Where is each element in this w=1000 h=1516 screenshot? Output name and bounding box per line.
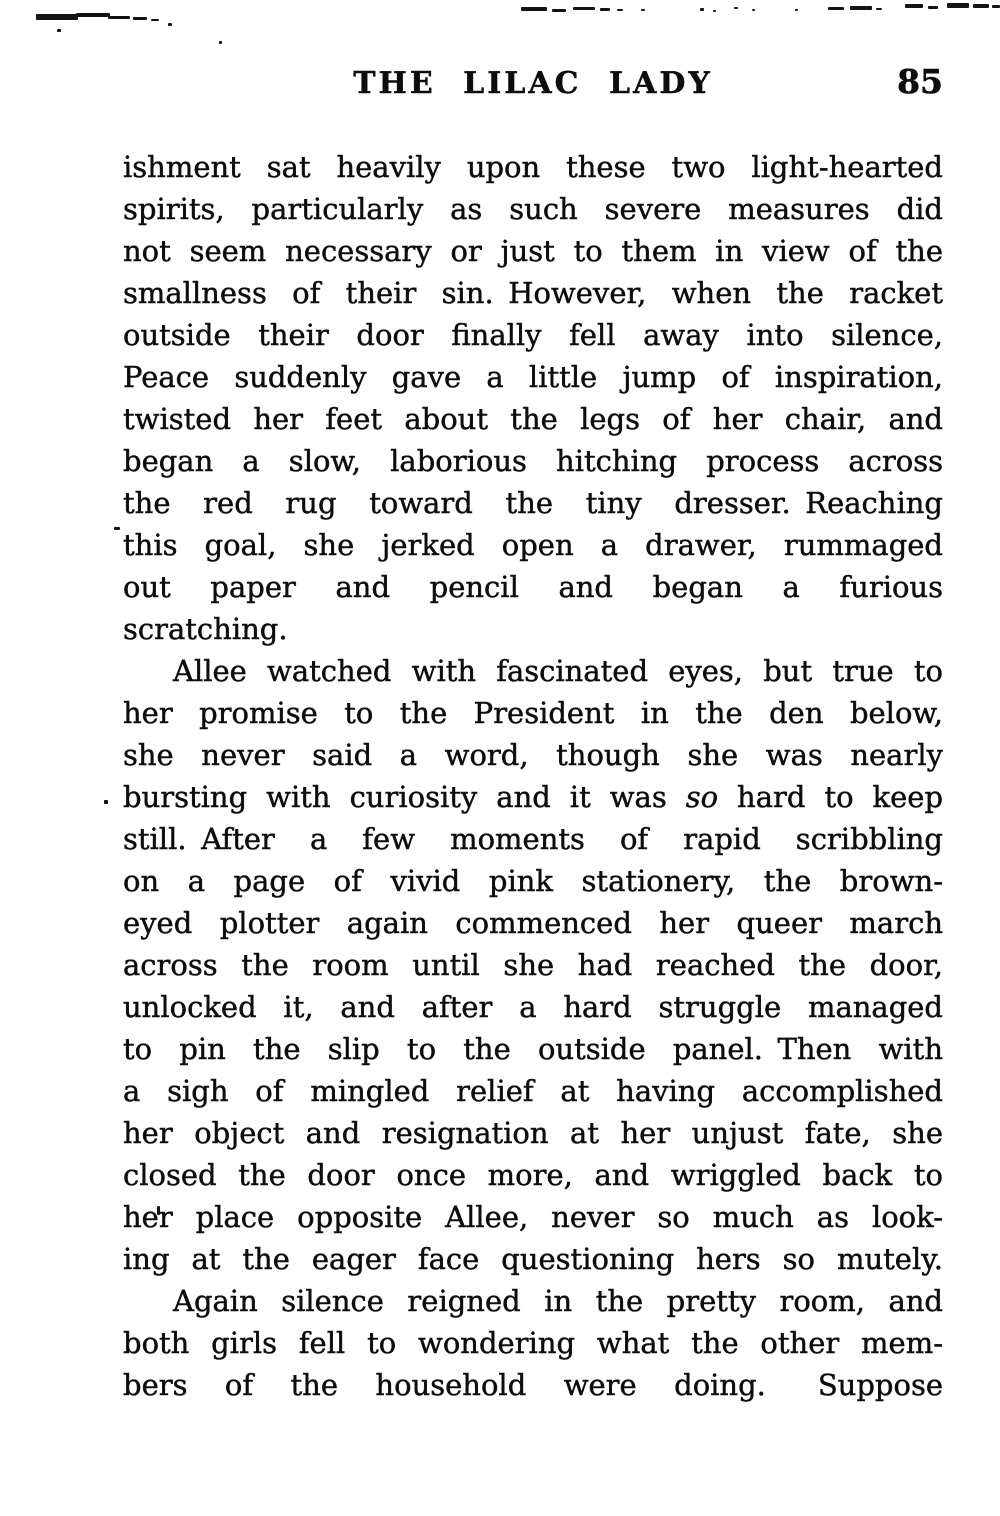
scan-speck	[57, 29, 61, 32]
scan-speck	[521, 7, 547, 11]
text-line: both girls fell to wondering what the other mem-	[123, 1326, 943, 1360]
scan-speck	[600, 8, 610, 11]
scan-speck	[219, 41, 222, 44]
scan-speck	[905, 4, 923, 8]
text-line: her promise to the President in the den below,	[123, 696, 943, 730]
scan-speck	[734, 7, 738, 9]
scan-speck	[76, 13, 110, 17]
text-line: scratching.	[123, 612, 288, 646]
text-line: out paper and pencil and began a furious	[123, 570, 943, 604]
text-line: Allee watched with fascinated eyes, but true to	[173, 654, 943, 688]
text-line: her object and resignation at her unjust fate, she	[123, 1116, 943, 1150]
scan-speck	[992, 5, 1000, 8]
text-line: bursting with curiosity and it was so hard to keep	[123, 780, 943, 814]
scan-speck	[133, 17, 147, 20]
paragraph	[123, 146, 943, 650]
text-line: she never said a word, though she was nearly	[123, 738, 943, 772]
scan-speck	[108, 16, 130, 19]
text-line: twisted her feet about the legs of her chair, and	[123, 402, 943, 436]
text-line: outside their door finally fell away into silence,	[123, 318, 943, 352]
text-line: across the room until she had reached the door,	[123, 948, 943, 982]
text-line: a sigh of mingled relief at having accomplished	[123, 1074, 943, 1108]
text-line: ishment sat heavily upon these two light-hearted	[123, 150, 943, 184]
scan-speck	[700, 8, 704, 11]
scan-speck	[713, 10, 716, 12]
text-line: this goal, she jerked open a drawer, rummaged	[123, 528, 943, 562]
text-line: Peace suddenly gave a little jump of inspiration,	[123, 360, 943, 394]
text-line: began a slow, laborious hitching process across	[123, 444, 943, 478]
text-line: to pin the slip to the outside panel. Then with	[123, 1032, 943, 1066]
page-body	[123, 146, 943, 1406]
scan-speck	[850, 6, 872, 10]
scan-speck	[114, 527, 120, 530]
text-line: smallness of their sin. However, when the racket	[123, 276, 943, 310]
text-line: her place opposite Allee, never so much as look-	[123, 1200, 943, 1234]
scan-speck	[617, 9, 623, 11]
scan-speck	[876, 8, 882, 10]
scan-speck	[36, 14, 78, 20]
text-line: not seem necessary or just to them in view of the	[123, 234, 943, 268]
text-line: unlocked it, and after a hard struggle managed	[123, 990, 943, 1024]
scan-speck	[973, 4, 989, 8]
page-number: 85	[897, 62, 943, 101]
text-line: eyed plotter again commenced her queer march	[123, 906, 943, 940]
text-line: ing at the eager face questioning hers so mutely.	[123, 1242, 943, 1276]
scan-speck	[828, 7, 844, 10]
scan-speck	[151, 19, 159, 21]
scan-speck	[168, 23, 172, 26]
scan-speck	[641, 9, 645, 11]
text-line: Again silence reigned in the pretty room, and	[173, 1284, 943, 1318]
text-line: still. After a few moments of rapid scribbling	[123, 822, 943, 856]
paragraph	[123, 1280, 943, 1406]
text-line: bers of the household were doing. Suppose	[123, 1368, 943, 1402]
scan-speck	[104, 800, 108, 804]
scan-speck	[552, 9, 566, 12]
text-line: closed the door once more, and wriggled back to	[123, 1158, 943, 1192]
scan-speck	[795, 9, 798, 11]
text-line: on a page of vivid pink stationery, the brown-	[123, 864, 943, 898]
text-line: spirits, particularly as such severe measures did	[123, 192, 943, 226]
paragraph	[123, 650, 943, 1280]
page-title: THE LILAC LADY	[353, 66, 713, 101]
scan-speck	[752, 9, 755, 11]
scan-speck	[947, 3, 969, 8]
text-line: the red rug toward the tiny dresser. Reaching	[123, 486, 943, 520]
running-head	[123, 62, 943, 106]
scan-speck	[928, 6, 938, 9]
scan-speck	[573, 7, 595, 10]
